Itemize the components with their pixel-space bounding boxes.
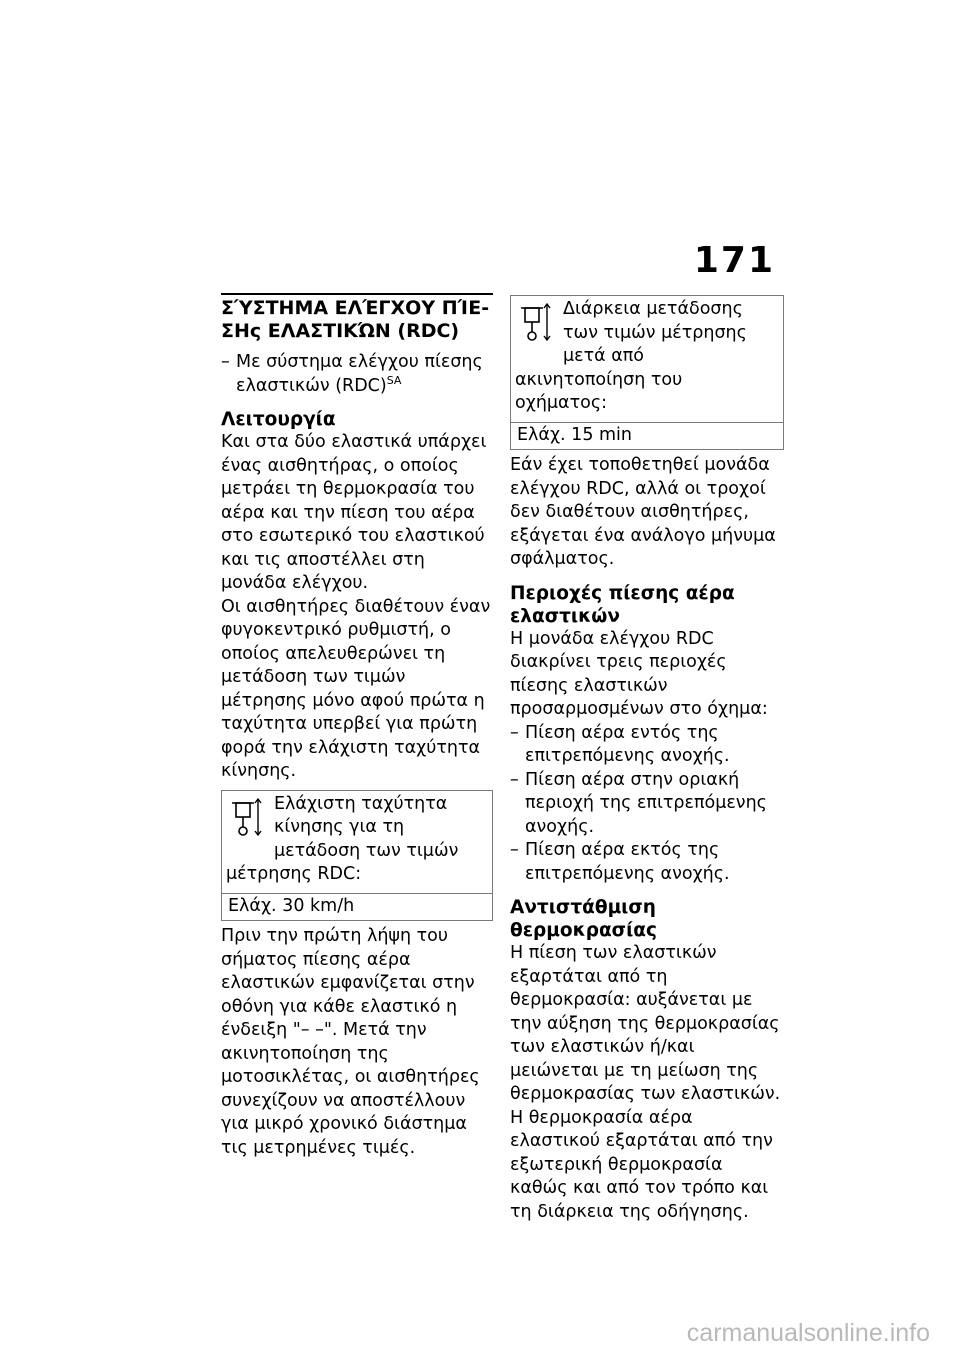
right-column [510,293,784,1224]
page-number: 171 [693,240,775,281]
section-title-line2: ΣΗς ΕΛΑΣΤΙΚΏΝ (RDC) [221,320,460,342]
gauge-spec-icon [517,300,555,346]
list-item: – Πίεση αέρα εντός της επιτρεπόμενης ανοχής. [510,722,730,766]
paragraph: Οι αισθητήρες διαθέτουν έναν φυγοκεντρικό ρυθμιστή, ο οποίος απελευθερώνει τη μετάδοση των τιμών μέτρησης μόνο αφού πρώτα η ταχύτητα υπερβεί για πρώτη φορά την ελάχιστη ταχύτητα κίνησης. [221,596,491,781]
spec-value: Ελάχ. 30 km/h [222,893,492,921]
option-text: Με σύστημα ελέγχου πίεσης ελαστικών (RDC) [236,352,483,396]
list-item: – Πίεση αέρα εκτός της επιτρεπόμενης ανοχής. [510,840,730,884]
section-title-line1: ΣΎΣΤΗΜΑ ΕΛΈΓΧΟΥ ΠΊΕ- [221,297,490,319]
list-item: – Πίεση αέρα στην οριακή περιοχή της επιτρεπόμενης ανοχής. [510,769,767,837]
section-rule [221,293,493,295]
paragraph: Και στα δύο ελαστικά υπάρχει ένας αισθητήρας, ο οποίος μετράει τη θερμοκρασία του αέρα και την πίεση του αέρα στο εσωτερικό του ελαστικού και τις αποστέλλει στη μονάδα ελέγχου. [221,432,487,593]
section-title [221,297,493,343]
paragraph: Η μονάδα ελέγχου RDC διακρίνει τρεις περιοχές πίεσης ελαστικών προσαρμοσμένων στο όχημα: [510,628,768,719]
spec-value: Ελάχ. 15 min [511,422,783,450]
spec-box-min-speed [221,790,493,922]
heading-function: Λειτουργία [221,409,336,430]
spec-text: Διάρκεια μετάδοσης των τιμών μέτρησης μετά από ακινητοποίηση του οχήματος: [515,299,747,413]
gauge-spec-icon [228,795,266,841]
spec-text: Ελάχιστη ταχύτητα κίνησης για τη μετάδοση των τιμών μέτρησης RDC: [226,793,459,884]
option-bullet: – Με σύστημα ελέγχου πίεσης ελαστικών (RDC)$^{SA}$ [221,352,483,396]
heading-temp: Αντιστάθμιση θερμοκρασίας [510,897,657,941]
paragraph: Εάν έχει τοποθετηθεί μονάδα ελέγχου RDC, αλλά οι τροχοί δεν διαθέτουν αισθητήρες, εξάγεται ένα ανάλογο μήνυμα σφάλματος. [510,455,776,569]
option-sup: SA [386,373,402,387]
spec-box-duration [510,295,784,450]
left-column [221,293,493,1160]
heading-ranges: Περιοχές πίεσης αέρα ελαστικών [510,582,735,627]
paragraph: Η πίεση των ελαστικών εξαρτάται από τη θερμοκρασία: αυξάνεται με την αύξηση της θερμοκρασίας των ελαστικών ή/και μειώνεται με τη μείωση της θερμοκρασίας των ελαστικών. Η θερμοκρασία αέρα ελαστικού εξαρτάται από την εξωτερική θερμοκρασία καθώς και από τον τρόπο και τη διάρκεια της οδήγησης. [510,943,781,1222]
watermark: carmanualsonline.info [686,1319,930,1347]
paragraph: Πριν την πρώτη λήψη του σήματος πίεσης αέρα ελαστικών εμφανίζεται στην οθόνη για κάθε ελαστικό η ένδειξη "– –". Μετά την ακινητοποίηση της μοτοσικλέτας, οι αισθητήρες συνεχίζουν να αποστέλλουν για μικρό χρονικό διάστημα τις μετρημένες τιμές. [221,926,480,1158]
